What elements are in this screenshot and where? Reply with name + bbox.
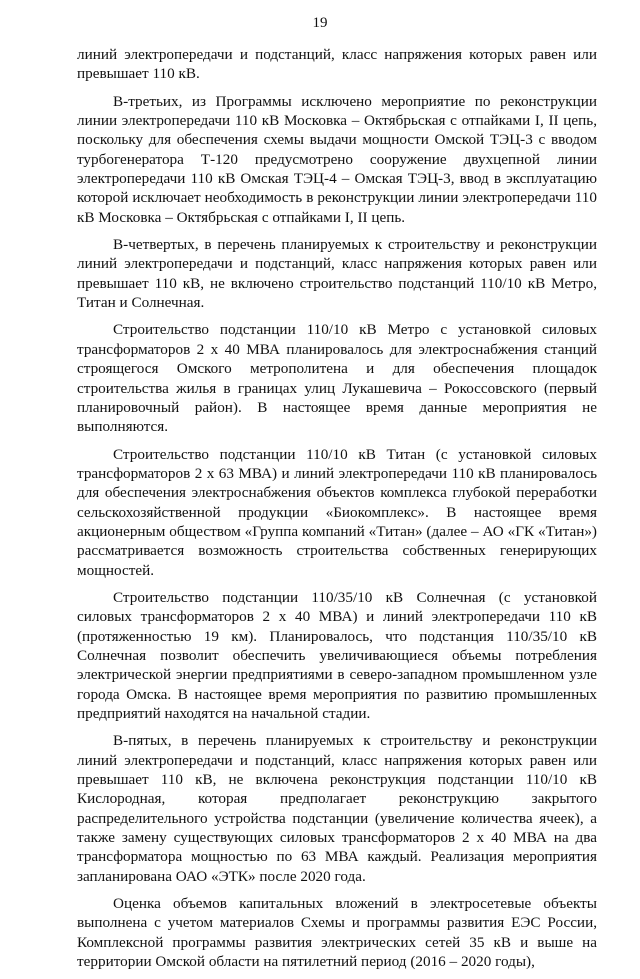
paragraph-substation-metro: Строительство подстанции 110/10 кВ Метро с установкой силовых трансформаторов 2 х 40 МВА планировалось для электроснабжения станций строящегося Омского метрополитена и для обеспечения площадок строительства жилья в границах улиц Лукашевича – Рокоссовского (первый планировочный район). В настоящее время данные мероприятия не выполняются.: [77, 321, 597, 436]
paragraph-continuation: линий электропередачи и подстанций, класс напряжения которых равен или превышает 110 кВ.: [77, 46, 597, 83]
page-number: 19: [312, 15, 328, 31]
paragraph-fifth-change: В-пятых, в перечень планируемых к строительству и реконструкции линий электропередачи и подстанций, класс напряжения которых равен или превышает 110 кВ, не включена реконструкция подстанции 110/10 кВ Кислородная, которая предполагает реконструкцию закрытого распределительного устройства подстанции (увеличение количества ячеек), а также замену существующих силовых трансформаторов 2 х 40 МВА на два трансформатора мощностью по 63 МВА каждый. Реализация мероприятия запланирована ОАО «ЭТК» после 2020 года.: [77, 732, 597, 885]
paragraph-investment-assessment: Оценка объемов капитальных вложений в электросетевые объекты выполнена с учетом материалов Схемы и программы развития ЕЭС России, Комплексной программы развития электрических сетей 35 кВ и выше на территории Омской области на пятилетний период (2016 – 2020 годы),: [77, 895, 597, 971]
paragraph-substation-solnechnaya: Строительство подстанции 110/35/10 кВ Солнечная (с установкой силовых трансформаторов 2 х 40 МВА) и линий электропередачи 110 кВ (протяженностью 19 км). Планировалось, что подстанция 110/35/10 кВ Солнечная позволит обеспечить увеличивающиеся объемы потребления электрической энергии предприятиями в северо-западном промышленном узле города Омска. В настоящее время мероприятия по развитию промышленных предприятий находятся на начальной стадии.: [77, 588, 597, 722]
paragraph-fourth-change: В-четвертых, в перечень планируемых к строительству и реконструкции линий электропередачи и подстанций, класс напряжения которых равен или превышает 110 кВ, не включено строительство подстанций 110/10 кВ Метро, Титан и Солнечная.: [77, 236, 597, 312]
paragraph-third-change: В-третьих, из Программы исключено мероприятие по реконструкции линии электропередачи 110 кВ Московка – Октябрьская с отпайками I, II цепь, поскольку для обеспечения схемы выдачи мощности Омской ТЭЦ-3 с вводом турбогенератора Т-120 предусмотрено сооружение двухцепной линии электропередачи 110 кВ Омская ТЭЦ-4 – Омская ТЭЦ-3, ввод в эксплуатацию которой исключает необходимость в реконструкции линии электропередачи 110 кВ Московка – Октябрьская с отпайками I, II цепь.: [77, 92, 597, 226]
paragraph-substation-titan: Строительство подстанции 110/10 кВ Титан (с установкой силовых трансформаторов 2 х 63 МВА) и линий электропередачи 110 кВ планировалось для обеспечения электроснабжения объектов комплекса глубокой переработки сельскохозяйственной продукции «Биокомплекс». В настоящее время акционерным обществом «Группа компаний «Титан» (далее – АО «ГК «Титан») рассматривается возможность строительства собственных генерирующих мощностей.: [77, 445, 597, 579]
document-body: [77, 45, 597, 979]
